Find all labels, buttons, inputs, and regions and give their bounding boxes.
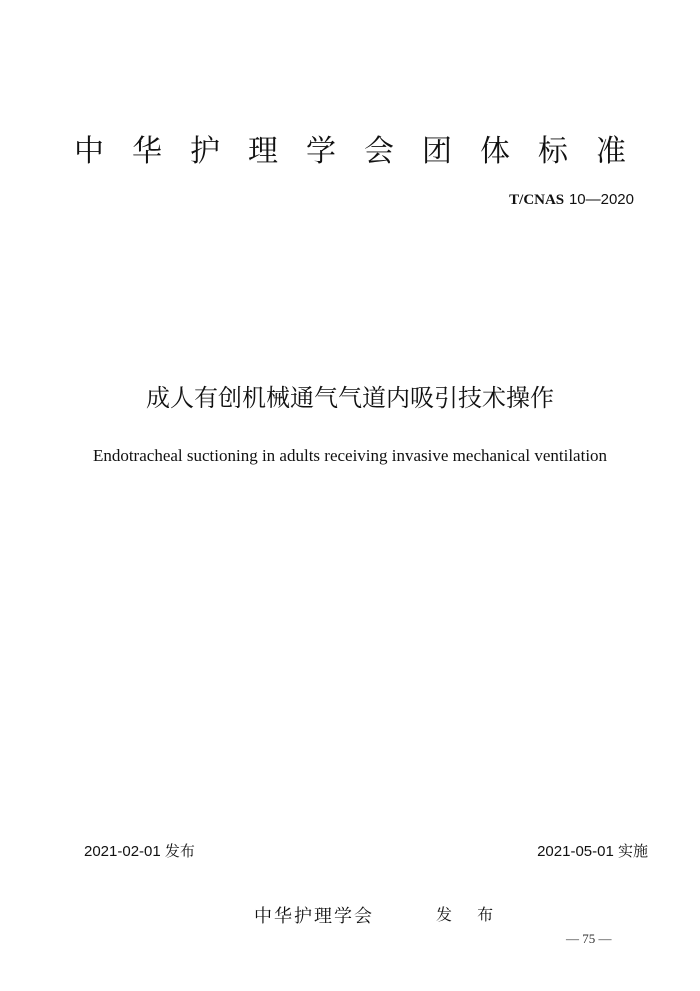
standard-category-title: 中华护理学会团体标准 [74, 134, 654, 169]
publish-label: 发 布 [436, 905, 504, 924]
document-title-chinese: 成人有创机械通气气道内吸引技术操作 [146, 384, 554, 412]
page-number: — 75 — [566, 931, 612, 946]
publisher-name: 中华护理学会 [254, 906, 374, 927]
effective-label: 实施 [617, 842, 648, 860]
standard-code-number: 10—2020 [568, 191, 634, 208]
effective-date-line [537, 840, 648, 861]
effective-date: 2021-05-01 [537, 843, 614, 860]
issue-label: 发布 [164, 842, 195, 860]
document-title-english: Endotracheal suctioning in adults receiving invasive mechanical ventilation [92, 446, 608, 465]
issue-date: 2021-02-01 [84, 843, 161, 860]
standard-code-prefix: T/CNAS [509, 192, 565, 208]
standard-code [509, 190, 634, 209]
issue-date-line [84, 840, 195, 861]
